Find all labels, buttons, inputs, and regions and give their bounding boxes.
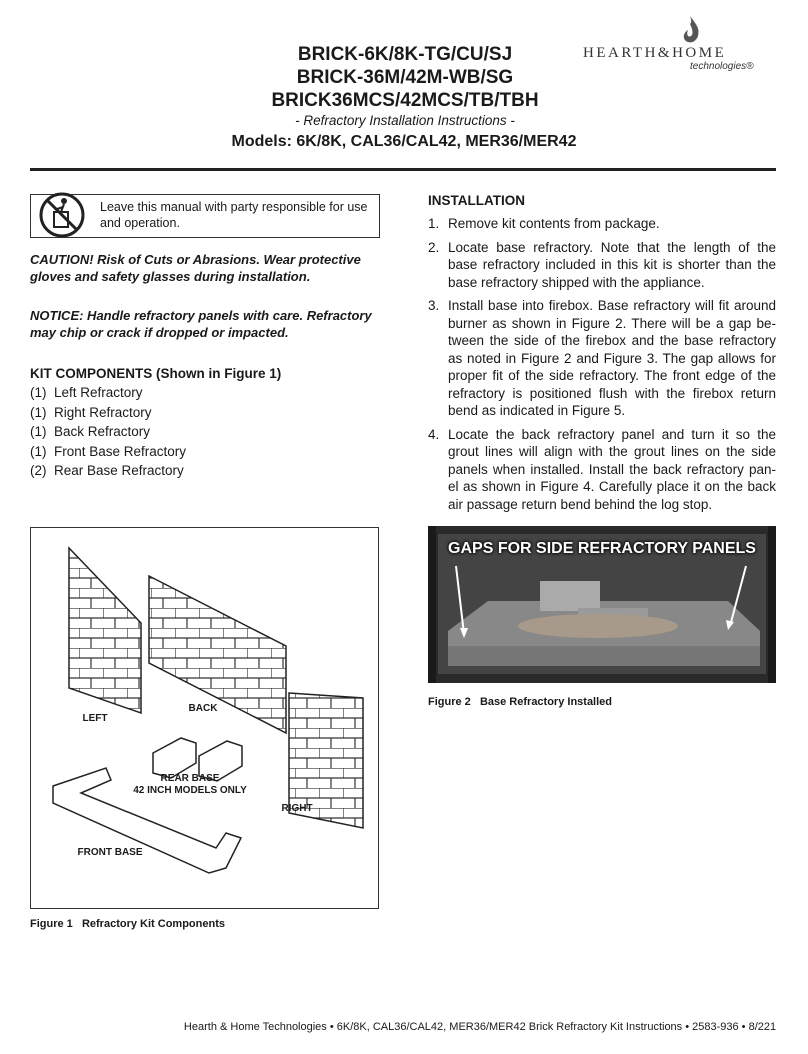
figure-2-overlay: GAPS FOR SIDE REFRACTORY PANELS (448, 540, 756, 557)
title-line-3: BRICK36MCS/42MCS/TB/TBH (271, 90, 539, 111)
title-line-2: BRICK-36M/42M-WB/SG (296, 67, 514, 88)
step-3: 3. Install base into firebox. Base refractory will fit around burner as shown in Figure 2. There will be a gap be-tween the side of the firebox and the base refractory as noted in Figure 2 and Figure 3. The gap allows for proper fit of the side refractory. The front edge of the refractory is positioned flush with the firebox return bend as indicated in Figure 5. (428, 298, 776, 418)
kit-item: (1) Front Base Refractory (30, 443, 187, 459)
label-left: LEFT (82, 713, 108, 724)
no-litter-icon (37, 190, 87, 240)
kit-item: (1) Left Refractory (30, 385, 143, 400)
caution-text: CAUTION! Risk of Cuts or Abrasions. Wear protective gloves and safety glasses during installation. (30, 252, 361, 284)
kit-item: (2) Rear Base Refractory (30, 463, 184, 478)
title-line-1: BRICK-6K/8K-TG/CU/SJ (297, 44, 513, 65)
models-line: Models: 6K/8K, CAL36/CAL42, MER36/MER42 (231, 133, 577, 150)
flame-icon (676, 14, 704, 46)
figure-1-caption: Figure 1 Refractory Kit Components (30, 918, 225, 930)
footer-text: Hearth & Home Technologies • 6K/8K, CAL36/CAL42, MER36/MER42 Brick Refractory Kit Instructions • 2583-936 • 8/22 (183, 1021, 770, 1033)
subtitle: - Refractory Installation Instructions - (295, 113, 515, 128)
manual-notice-text: Leave this manual with party responsible for use and operation. (100, 200, 368, 230)
header-rule (30, 168, 776, 171)
step-1: 1. Remove kit contents from package. (428, 216, 660, 231)
label-back: BACK (188, 703, 218, 714)
kit-item: (1) Back Refractory (30, 424, 151, 439)
label-rear-base: REAR BASE (160, 773, 220, 784)
installation-steps (428, 215, 776, 519)
installation-heading: INSTALLATION (428, 193, 525, 208)
kit-item: (1) Right Refractory (30, 404, 152, 420)
notice-text: NOTICE: Handle refractory panels with care. Refractory may chip or crack if dropped or impacted. (30, 308, 372, 340)
step-4: 4. Locate the back refractory panel and turn it so the grout lines will align with the grout lines on the side panels when installed. Install the back refractory pan-el as shown in Figure 4. Carefully place it on the back air passage return bend behind the log stop. (428, 426, 776, 512)
step-2: 2. Locate base refractory. Note that the length of the base refractory included in this kit is shorter than the base refractory shipped with the appliance. (428, 239, 776, 290)
logo-brand: HEARTH&HOME (583, 45, 727, 61)
figure-2-caption: Figure 2 Base Refractory Installed (428, 696, 613, 708)
logo-sub: technologies® (690, 61, 754, 72)
label-front-base: FRONT BASE (77, 847, 143, 858)
label-right: RIGHT (281, 803, 313, 814)
kit-heading: KIT COMPONENTS (Shown in Figure 1) (30, 366, 282, 381)
page-number: 1 (770, 1021, 777, 1033)
label-rear-base-note: 42 INCH MODELS ONLY (133, 785, 247, 796)
